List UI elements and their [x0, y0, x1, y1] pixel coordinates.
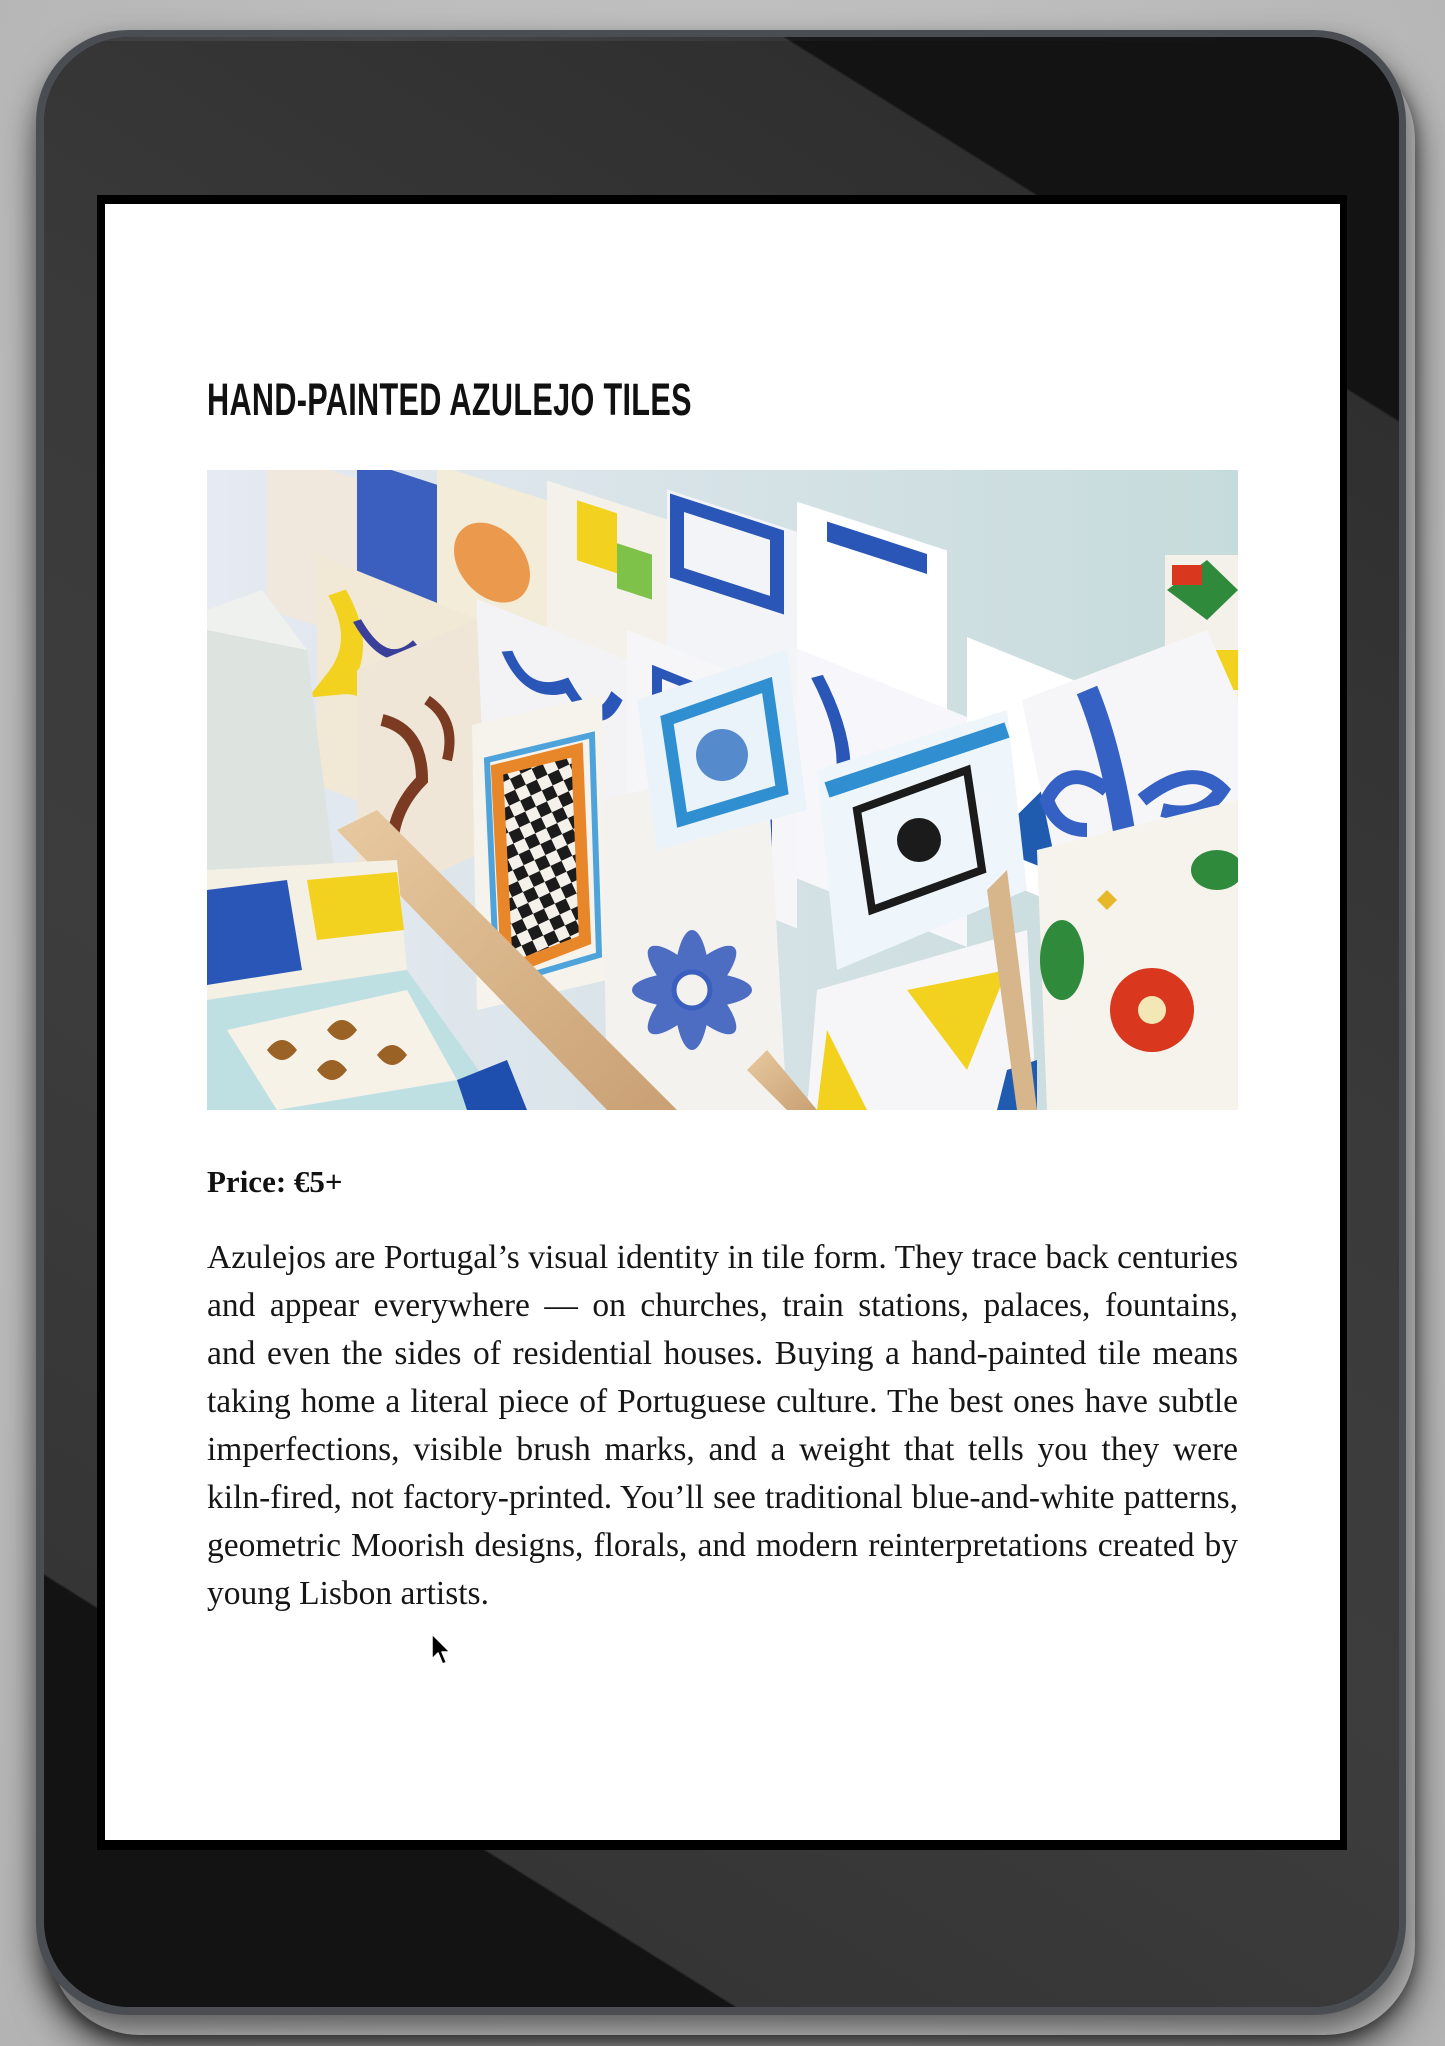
price-value: €5+ — [293, 1164, 343, 1199]
article-body: Azulejos are Portugal’s visual identity in tile form. They trace back centuries and appear everywhere — on churches, train stations, palaces, fountains, and even the sides of residential houses. Buying a hand-painted tile means taking home a literal piece of Portuguese culture. The best ones have subtle imperfections, visible brush marks, and a weight that tells you they were kiln-fired, not factory-printed. You’ll see traditional blue-and-white patterns, geometric Moorish designs, florals, and modern reinterpretations created by young Lisbon artists. — [207, 1239, 1238, 1612]
bezel-highlight — [44, 37, 1399, 41]
tiles-photo-illustration — [207, 470, 1238, 1110]
screen[interactable] — [105, 204, 1340, 1840]
article-title: HAND-PAINTED AZULEJO TILES — [207, 374, 692, 425]
azulejo-tiles-photo — [207, 470, 1238, 1110]
price-label: Price: — [207, 1164, 287, 1199]
price — [207, 1162, 343, 1202]
